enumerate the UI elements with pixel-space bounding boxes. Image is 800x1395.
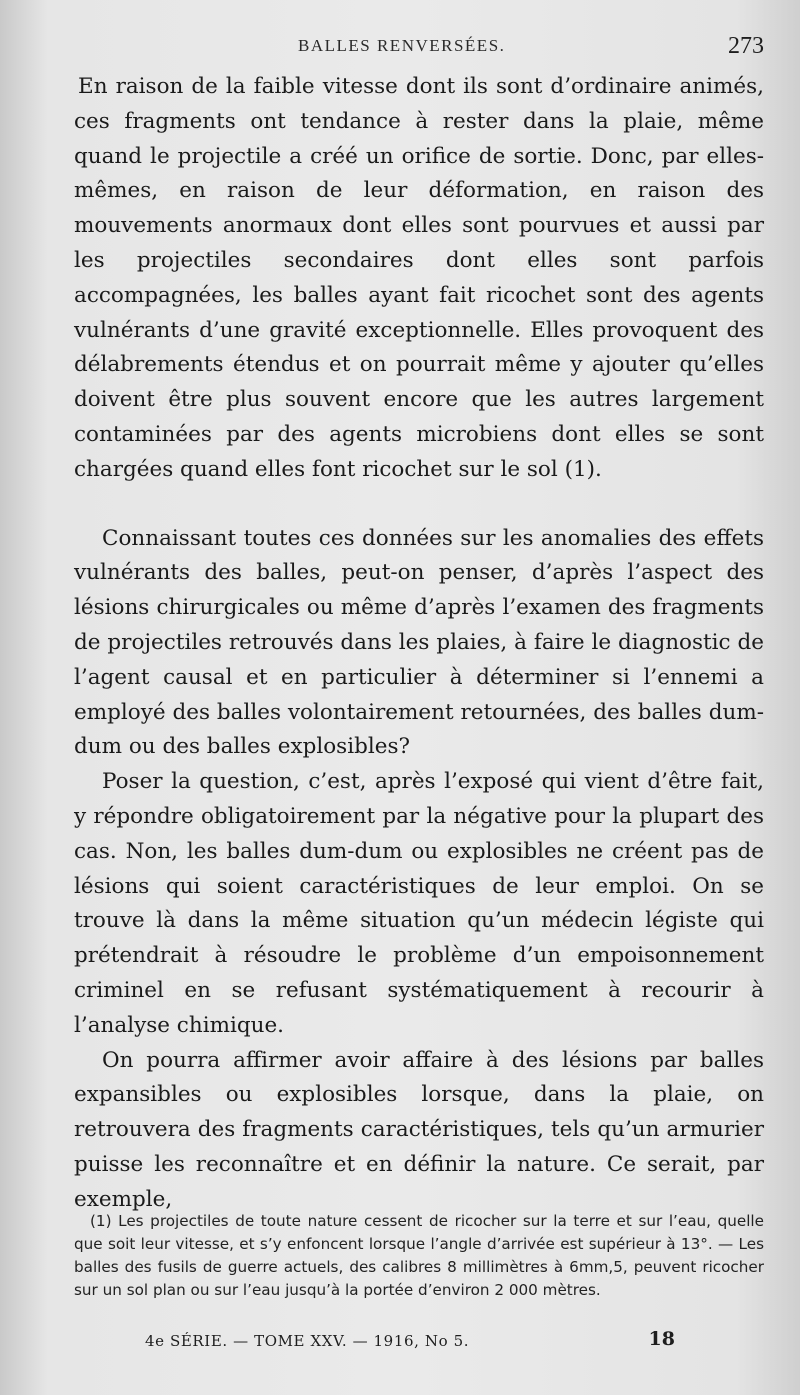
running-title: BALLES RENVERSÉES. — [298, 36, 506, 55]
page-header — [74, 33, 764, 66]
series-volume-line: 4e SÉRIE. — TOME XXV. — 1916, No 5. — [145, 1332, 470, 1350]
paragraph: On pourra affirmer avoir affaire à des lésions par balles expansibles ou explosibles lorsque, dans la plaie, on retrouvera des fragments caractéristiques, tels qu’un armurier puisse les reconnaître et en définir la nature. Ce serait, par exemple, — [74, 1047, 764, 1212]
printer-signature — [145, 1328, 685, 1358]
footnote: (1) Les projectiles de toute nature cessent de ricocher sur la terre et sur l’eau, quelle que soit leur vitesse, et s’y enfoncent lorsque l’angle d’arrivée est supérieur à 13°. — Les balles des fusils de guerre actuels, des calibres 8 millimètres à 6mm,5, peuvent ricocher sur un sol plan ou sur l’eau jusqu’à la portée d’environ 2 000 mètres. — [74, 1212, 764, 1299]
sheet-number: 18 — [648, 1328, 675, 1350]
paragraph: Poser la question, c’est, après l’exposé qui vient d’être fait, y répondre obligatoirement par la négative pour la plupart des cas. Non, les balles dum-dum ou explosibles ne créent pas de lésions qui soient caractéristiques de leur emploi. On se trouve là dans la même situation qu’un médecin légiste qui prétendrait à résoudre le problème d’un empoisonnement criminel en se refusant systématiquement à recourir à l’analyse chimique. — [74, 769, 764, 1038]
paragraph: En raison de la faible vitesse dont ils sont d’ordinaire animés, ces fragments ont tendance à rester dans la plaie, même quand le projectile a créé un orifice de sortie. Donc, par elles-mêmes, en raison de leur déformation, en raison des mouvements anormaux dont elles sont pourvues et aussi par les projectiles secondaires dont elles sont parfois accompagnées, les balles ayant fait ricochet sont des agents vulnérants d’une gravité exceptionnelle. Elles provoquent des délabrements étendus et on pourrait même y ajouter qu’elles doivent être plus souvent encore que les autres largement contaminées par des agents microbiens dont elles se sont chargées quand elles font ricochet sur le sol (1). — [74, 74, 764, 482]
paragraph: Connaissant toutes ces données sur les anomalies des effets vulnérants des balles, peut-on penser, d’après l’aspect des lésions chirurgicales ou même d’après l’examen des fragments de projectiles retrouvés dans les plaies, à faire le diagnostic de l’agent causal et en particulier à déterminer si l’ennemi a employé des balles volontairement retournées, des balles dum-dum ou des balles explosibles? — [74, 525, 764, 760]
page-number: 273 — [728, 33, 764, 59]
body-text — [74, 70, 764, 1218]
